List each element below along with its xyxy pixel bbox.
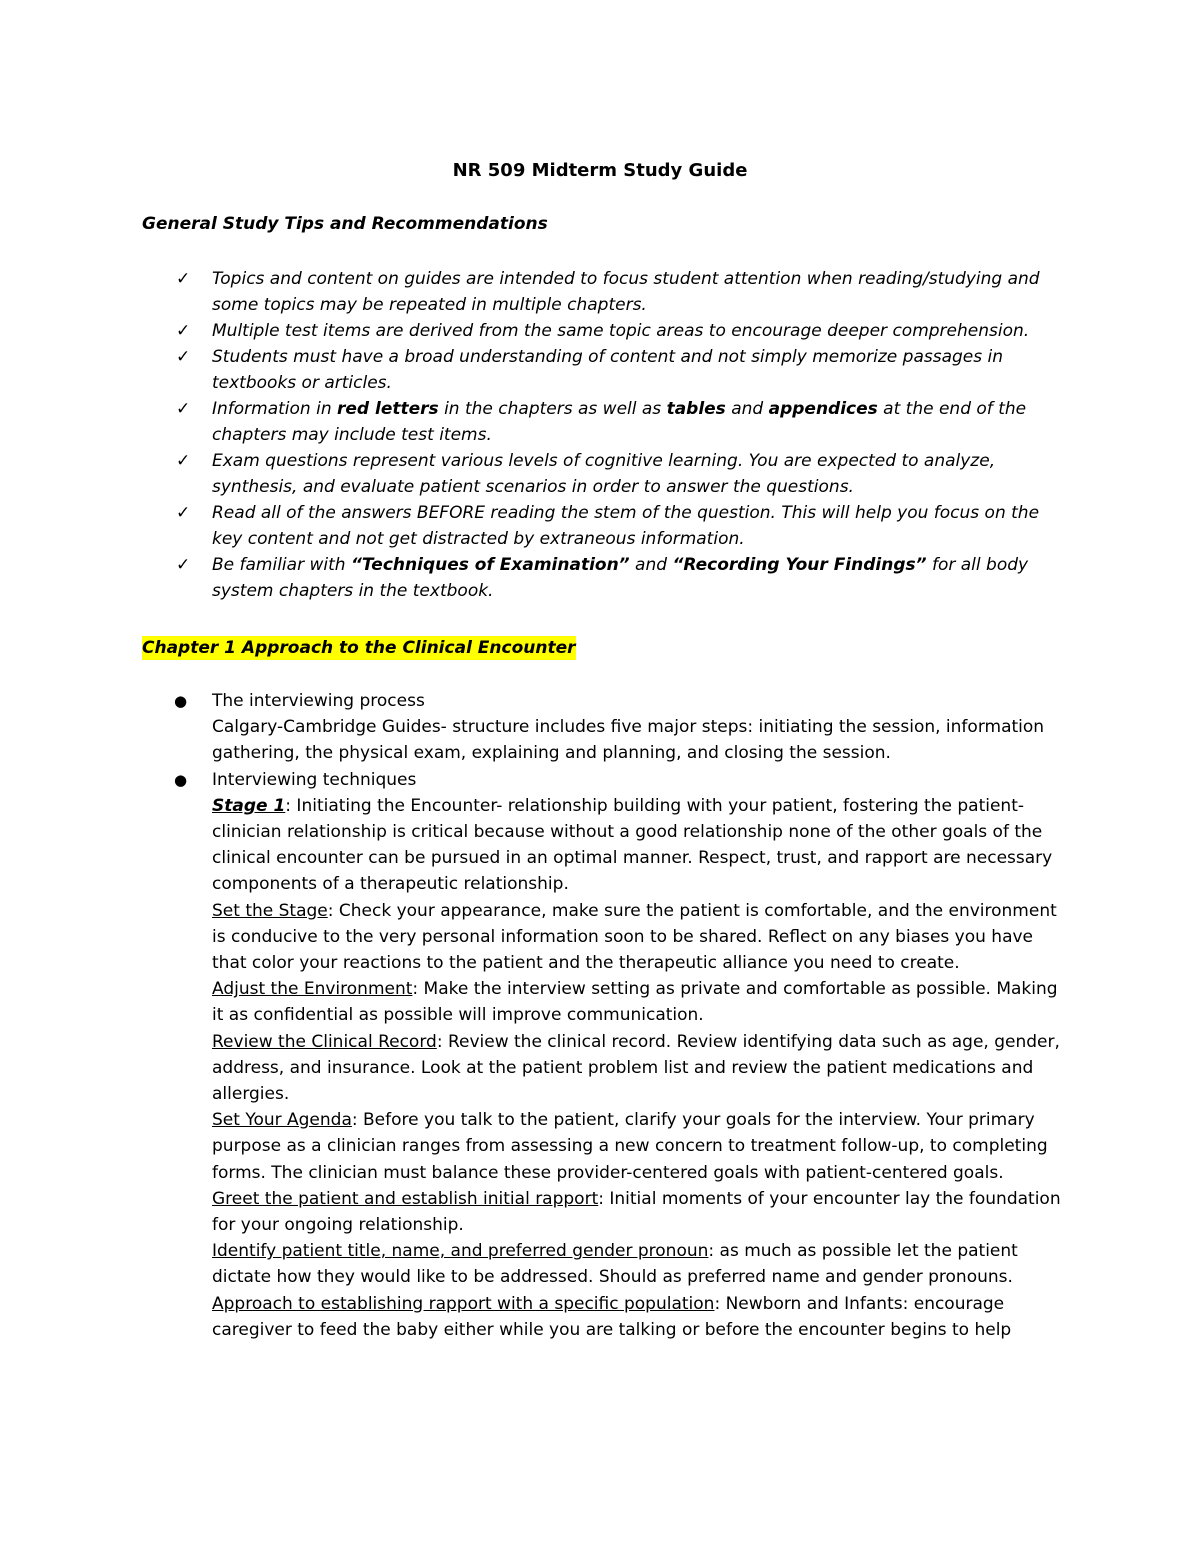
study-tip-text: Exam questions represent various levels of cognitive learning. You are expected to analyze, synthesis, and evaluate patient scenarios in order to answer the questions.	[212, 451, 996, 497]
study-tip-item	[142, 396, 1072, 448]
bullet-icon: ●	[174, 770, 188, 789]
checkmark-icon: ✓	[176, 321, 191, 341]
study-tip-text: tables	[666, 399, 726, 419]
document-title: NR 509 Midterm Study Guide	[452, 160, 748, 181]
paragraph-text: : Newborn and Infants: encourage caregiver to feed the baby either while you are talking or before the encounter begins to help	[212, 1293, 1012, 1340]
paragraph-text: : Before you talk to the patient, clarify your goals for the interview. Your primary purpose as a clinician ranges from assessing a new concern to treatment follow-up, to completing forms. The clinician must balance these provider-centered goals with patient-centered goals.	[212, 1110, 1048, 1183]
topic-item	[142, 688, 1072, 767]
study-tip-item	[142, 266, 1072, 318]
study-tip-item	[142, 500, 1072, 552]
paragraph-label: Identify patient title, name, and preferred gender pronoun	[212, 1241, 709, 1262]
paragraph-label: Review the Clinical Record	[212, 1031, 437, 1052]
topic-paragraph	[212, 1238, 1072, 1290]
checkmark-icon: ✓	[176, 399, 191, 419]
study-tip-item	[142, 344, 1072, 396]
chapter-heading: Chapter 1 Approach to the Clinical Encounter	[142, 638, 576, 658]
study-tip-item	[142, 448, 1072, 500]
topic-paragraph	[212, 1107, 1072, 1186]
topic-paragraph	[212, 1186, 1072, 1238]
study-tip-item	[142, 318, 1072, 344]
topic-item	[142, 767, 1072, 1343]
checkmark-icon: ✓	[176, 347, 191, 367]
study-tip-text: Multiple test items are derived from the same topic areas to encourage deeper comprehension.	[212, 321, 1030, 341]
study-tip-text: red letters	[337, 399, 439, 419]
study-tip-text: “Techniques of Examination”	[350, 555, 630, 575]
paragraph-label: Set the Stage	[212, 900, 328, 921]
paragraph-label: Adjust the Environment	[212, 979, 413, 1000]
paragraph-text: : as much as possible let the patient dictate how they would like to be addressed. Should as preferred name and gender pronouns.	[212, 1241, 1018, 1288]
study-tips-list	[142, 266, 1072, 604]
checkmark-icon: ✓	[176, 555, 191, 575]
paragraph-text: : Review the clinical record. Review identifying data such as age, gender, address, and insurance. Look at the patient problem list and review the patient medications and allergies.	[212, 1031, 1060, 1105]
study-tip-text: Students must have a broad understanding of content and not simply memorize passages in textbooks or articles.	[212, 347, 1004, 393]
study-tip-text: “Recording Your Findings”	[672, 555, 927, 575]
topic-paragraph	[212, 1291, 1072, 1343]
section-subtitle: General Study Tips and Recommendations	[142, 214, 548, 234]
paragraph-text: Calgary-Cambridge Guides- structure includes five major steps: initiating the session, information gathering, the physical exam, explaining and planning, and closing the session.	[212, 717, 1045, 764]
checkmark-icon: ✓	[176, 451, 191, 471]
study-tip-text: at the end of the chapters may include test items.	[212, 399, 1027, 445]
study-tip-text: in the chapters as well as	[438, 399, 667, 419]
checkmark-icon: ✓	[176, 503, 191, 523]
study-tip-text: Information in	[212, 399, 338, 419]
paragraph-label: Approach to establishing rapport with a specific population	[212, 1293, 715, 1314]
topic-heading: Interviewing techniques	[212, 769, 417, 790]
topic-paragraph	[212, 714, 1072, 766]
paragraph-text: : Check your appearance, make sure the patient is comfortable, and the environment is conducive to the very personal information soon to be shared. Reflect on any biases you have that color your reactions to the patient and the therapeutic alliance you need to create.	[212, 900, 1057, 974]
topic-paragraph	[212, 1029, 1072, 1108]
paragraph-text: : Initiating the Encounter- relationship building with your patient, fostering the patient-clinician relationship is critical because without a good relationship none of the other goals of the clinical encounter can be pursued in an optimal manner. Respect, trust, and rapport are necessary components of a therapeutic relationship.	[212, 795, 1053, 895]
paragraph-label: Greet the patient and establish initial rapport	[212, 1188, 599, 1209]
study-tip-text: Topics and content on guides are intended to focus student attention when reading/studying and some topics may be repeated in multiple chapters.	[212, 269, 1040, 315]
study-tip-text: for all body system chapters in the textbook.	[212, 555, 1029, 601]
bullet-icon: ●	[174, 692, 188, 710]
paragraph-text: : Make the interview setting as private and comfortable as possible. Making it as confidential as possible will improve communication.	[212, 979, 1058, 1026]
topic-paragraph	[212, 976, 1072, 1028]
paragraph-label: Stage 1	[212, 795, 286, 816]
paragraph-label: Set Your Agenda	[212, 1110, 352, 1131]
paragraph-text: : Initial moments of your encounter lay the foundation for your ongoing relationship.	[212, 1188, 1061, 1236]
checkmark-icon: ✓	[176, 269, 191, 289]
study-tip-text: Read all of the answers BEFORE reading the stem of the question. This will help you focus on the key content and not get distracted by extraneous information.	[212, 503, 1040, 549]
topic-heading: The interviewing process	[212, 691, 425, 711]
study-tip-text: Be familiar with	[212, 555, 351, 575]
study-tip-text: and	[629, 555, 673, 575]
topic-paragraph	[212, 793, 1072, 898]
chapter-topics-list	[142, 688, 1072, 1343]
study-tip-text: appendices	[768, 399, 878, 419]
topic-paragraph	[212, 898, 1072, 977]
study-tip-text: and	[725, 399, 769, 419]
study-tip-item	[142, 552, 1072, 604]
